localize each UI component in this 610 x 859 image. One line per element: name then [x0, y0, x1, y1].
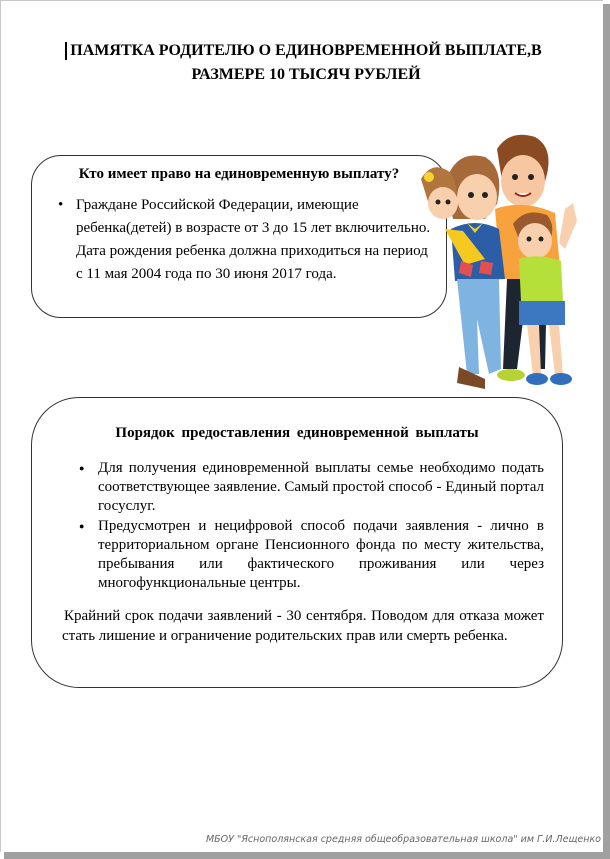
- text-cursor: [65, 42, 67, 60]
- page-title: ПАМЯТКА РОДИТЕЛЮ О ЕДИНОВРЕМЕННОЙ ВЫПЛАТЕ,В РАЗМЕРЕ 10 ТЫСЯЧ РУБЛЕЙ: [70, 42, 542, 83]
- eligibility-list: [60, 194, 436, 286]
- page-shadow-right: [603, 4, 610, 859]
- procedure-box: [31, 397, 563, 688]
- deadline-note: Крайний срок подачи заявлений - 30 сентября. Поводом для отказа может стать лишение и ограничение родительских прав или смерть ребенка.: [62, 608, 544, 644]
- page-shadow-bottom: [4, 852, 610, 859]
- page-footer: МБОУ "Яснополянская средняя общеобразовательная школа" им Г.И.Лещенко: [205, 834, 601, 845]
- procedure-heading: Порядок предоставления единовременной выплаты: [115, 425, 479, 441]
- procedure-item: ● Предусмотрен и нецифровой способ подачи заявления - лично в территориальном органе Пенсионного фонда по месту жительства, пребывания или фактического проживания или через многофункциональные центры.: [98, 517, 544, 593]
- procedure-list: [98, 459, 544, 594]
- eligibility-box: [31, 155, 447, 318]
- eligibility-item: • Граждане Российской Федерации, имеющие ребенка(детей) в возрасте от 3 до 15 лет включительно. Дата рождения ребенка должна приходиться на период с 11 мая 2004 года по 30 июня 2017 года.: [76, 194, 436, 286]
- procedure-item: ● Для получения единовременной выплаты семье необходимо подать соответствующее заявление. Самый простой способ - Единый портал госуслуг.: [98, 459, 544, 516]
- eligibility-heading: Кто имеет право на единовременную выплату?: [78, 166, 400, 182]
- family-illustration: [415, 129, 585, 394]
